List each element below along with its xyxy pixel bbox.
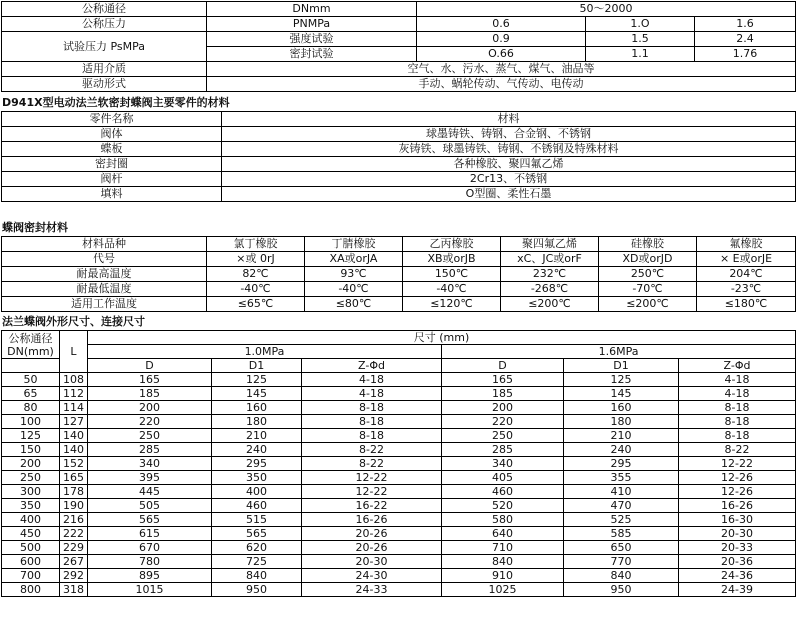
dimension-cell: 470 [564,499,679,513]
table-header-row [2,237,796,252]
dimension-cell: 165 [442,373,564,387]
dimension-cell: 240 [212,443,302,457]
label-strength-test: 强度试验 [207,32,417,47]
dimension-cell: 640 [442,527,564,541]
seal-cell: xC、JC或orF [501,252,599,267]
dimension-cell: 185 [442,387,564,401]
dimension-cell: 1015 [88,583,212,597]
table-row [2,157,796,172]
dn-cell: 600 [2,555,60,569]
dimension-cell: 210 [212,429,302,443]
dimension-cell: 20-26 [302,541,442,555]
dn-cell: 450 [2,527,60,541]
dimension-cell: 229 [60,541,88,555]
dimension-cell: 16-22 [302,499,442,513]
dimension-cell: 460 [212,499,302,513]
table-row [2,569,796,583]
dimension-cell: 670 [88,541,212,555]
dimension-cell: 12-26 [679,471,796,485]
seal-row-label: 耐最高温度 [2,267,207,282]
seal-cell: 204℃ [697,267,796,282]
table-row [2,429,796,443]
parts-material-table [1,111,796,202]
dn-cell: 65 [2,387,60,401]
dimension-cell: 710 [442,541,564,555]
label-seal-test: 密封试验 [207,47,417,62]
parts-material-title: D941X型电动法兰软密封蝶阀主要零件的材料 [2,96,230,109]
seal-value: O.66 [417,47,586,62]
label-nominal-pressure: 公称压力 [2,17,207,32]
table-row [2,127,796,142]
dimension-cell: 127 [60,415,88,429]
table-row [2,513,796,527]
dimension-cell: 350 [212,471,302,485]
seal-row-label: 材料品种 [2,237,207,252]
dimension-cell: 950 [212,583,302,597]
header-l: L [60,331,88,373]
header-sub: D [442,359,564,373]
dimension-cell: 20-26 [302,527,442,541]
dimension-cell: 725 [212,555,302,569]
dimension-cell: 340 [88,457,212,471]
dimension-cell: 20-30 [679,527,796,541]
dimension-cell: 8-18 [302,415,442,429]
dimension-cell: 112 [60,387,88,401]
seal-cell: ≤180℃ [697,297,796,312]
dimension-cell: 180 [212,415,302,429]
seal-cell: -40℃ [207,282,305,297]
dn-cell: 350 [2,499,60,513]
dimension-cell: 160 [564,401,679,415]
part-material: 2Cr13、不锈钢 [222,172,796,187]
seal-cell: 氯丁橡胶 [207,237,305,252]
dimension-cell: 12-22 [302,485,442,499]
part-name: 填料 [2,187,222,202]
dimension-cell: 250 [88,429,212,443]
dimension-cell: 8-18 [302,429,442,443]
seal-cell: ≤65℃ [207,297,305,312]
table-row [2,62,796,77]
seal-cell: 232℃ [501,267,599,282]
dimension-cell: 4-18 [679,373,796,387]
dimension-table [1,330,796,597]
dimension-cell: 24-36 [679,569,796,583]
dimension-cell: 292 [60,569,88,583]
table-row [2,297,796,312]
dimension-cell: 222 [60,527,88,541]
part-name: 密封圈 [2,157,222,172]
table-header-row [2,331,796,345]
dimension-cell: 295 [564,457,679,471]
table-row [2,541,796,555]
dimension-cell: 220 [442,415,564,429]
part-material: 灰铸铁、球墨铸铁、铸钢、不锈钢及特殊材料 [222,142,796,157]
table-row [2,387,796,401]
dimension-cell: 285 [88,443,212,457]
seal-cell: -268℃ [501,282,599,297]
unit-pn: PNMPa [207,17,417,32]
dimension-cell: 200 [442,401,564,415]
dimension-cell: 24-30 [302,569,442,583]
dimension-cell: 152 [60,457,88,471]
pressure-parameter-table [1,1,796,92]
dimension-cell: 145 [212,387,302,401]
table-row [2,443,796,457]
table-header-row [2,112,796,127]
dimension-cell: 950 [564,583,679,597]
table-row [2,77,796,92]
seal-cell: × E或orJE [697,252,796,267]
dimension-cell: 178 [60,485,88,499]
dimension-cell: 620 [212,541,302,555]
part-name: 蝶板 [2,142,222,157]
dimension-cell: 460 [442,485,564,499]
part-material: O型圈、柔性石墨 [222,187,796,202]
dimension-cell: 400 [212,485,302,499]
seal-cell: ≤200℃ [501,297,599,312]
dimension-cell: 4-18 [302,373,442,387]
dimension-cell: 267 [60,555,88,569]
dimension-cell: 160 [212,401,302,415]
header-pressure-1: 1.0MPa [88,345,442,359]
dimension-cell: 405 [442,471,564,485]
dimension-cell: 585 [564,527,679,541]
seal-cell: ≤120℃ [403,297,501,312]
dn-cell: 150 [2,443,60,457]
dn-cell: 200 [2,457,60,471]
dn-cell: 250 [2,471,60,485]
dimension-cell: 180 [564,415,679,429]
table-row [2,555,796,569]
dimension-cell: 12-26 [679,485,796,499]
part-material: 球墨铸铁、铸钢、合金钢、不锈钢 [222,127,796,142]
header-part-name: 零件名称 [2,112,222,127]
dimension-cell: 295 [212,457,302,471]
header-size: 尺寸 (mm) [88,331,796,345]
dimension-cell: 8-18 [679,401,796,415]
dimension-cell: 125 [212,373,302,387]
dimension-cell: 210 [564,429,679,443]
label-medium: 适用介质 [2,62,207,77]
seal-cell: 250℃ [599,267,697,282]
seal-material-table [1,236,796,312]
strength-value: 2.4 [695,32,796,47]
seal-cell: ≤200℃ [599,297,697,312]
header-pressure-2: 1.6MPa [442,345,796,359]
part-name: 阀体 [2,127,222,142]
seal-cell: XD或orJD [599,252,697,267]
label-test-pressure: 试验压力 PsMPa [2,32,207,62]
dimension-cell: 145 [564,387,679,401]
dimension-cell: 12-22 [679,457,796,471]
dimension-cell: 8-22 [679,443,796,457]
seal-value: 1.1 [586,47,695,62]
unit-dn: DNmm [207,2,417,17]
seal-row-label: 代号 [2,252,207,267]
header-sub: D1 [212,359,302,373]
header-sub: Z-Φd [679,359,796,373]
dimension-cell: 445 [88,485,212,499]
dimension-cell: 4-18 [302,387,442,401]
dimension-cell: 318 [60,583,88,597]
dimension-cell: 24-33 [302,583,442,597]
dn-cell: 50 [2,373,60,387]
table-header-row [2,345,796,359]
dimension-cell: 200 [88,401,212,415]
pn-value: 1.O [586,17,695,32]
header-nominal-diameter [2,331,60,359]
seal-cell: -40℃ [305,282,403,297]
seal-row-label: 耐最低温度 [2,282,207,297]
dn-cell: 800 [2,583,60,597]
seal-cell: XA或orJA [305,252,403,267]
header-sub: D1 [564,359,679,373]
dn-cell: 100 [2,415,60,429]
dimension-cell: 780 [88,555,212,569]
pn-value: 0.6 [417,17,586,32]
dimension-cell: 216 [60,513,88,527]
dimension-cell: 16-26 [302,513,442,527]
dimension-cell: 20-36 [679,555,796,569]
table-row [2,583,796,597]
dn-cell: 500 [2,541,60,555]
dimension-cell: 840 [564,569,679,583]
table-row [2,415,796,429]
dimension-title: 法兰蝶阀外形尺寸、连接尺寸 [2,315,145,328]
dimension-cell: 505 [88,499,212,513]
header-dn-line1: 公称通径 [8,331,53,345]
table-row [2,457,796,471]
table-subheader-row [2,359,796,373]
dn-cell: 80 [2,401,60,415]
table-row [2,282,796,297]
dimension-cell: 220 [88,415,212,429]
dimension-cell: 140 [60,429,88,443]
dimension-cell: 24-39 [679,583,796,597]
table-row [2,17,796,32]
dimension-cell: 8-18 [679,429,796,443]
table-row [2,142,796,157]
seal-cell: -40℃ [403,282,501,297]
dimension-cell: 8-22 [302,457,442,471]
part-name: 阀杆 [2,172,222,187]
table-row [2,172,796,187]
seal-cell: 硅橡胶 [599,237,697,252]
dimension-cell: 355 [564,471,679,485]
dn-cell: 125 [2,429,60,443]
strength-value: 0.9 [417,32,586,47]
dn-cell: 400 [2,513,60,527]
table-row [2,373,796,387]
table-row [2,32,796,47]
header-sub: Z-Φd [302,359,442,373]
seal-cell: XB或orJB [403,252,501,267]
seal-cell: 150℃ [403,267,501,282]
dimension-cell: 285 [442,443,564,457]
header-sub: D [88,359,212,373]
dimension-cell: 4-18 [679,387,796,401]
dimension-cell: 190 [60,499,88,513]
seal-cell: 乙丙橡胶 [403,237,501,252]
label-drive: 驱动形式 [2,77,207,92]
dimension-cell: 515 [212,513,302,527]
table-row [2,471,796,485]
dimension-cell: 840 [442,555,564,569]
dimension-cell: 525 [564,513,679,527]
dimension-cell: 770 [564,555,679,569]
dimension-cell: 410 [564,485,679,499]
dimension-cell: 165 [88,373,212,387]
dimension-cell: 20-33 [679,541,796,555]
header-dn-line2: DN(mm) [7,344,54,358]
seal-cell: ≤80℃ [305,297,403,312]
dimension-cell: 565 [88,513,212,527]
seal-cell: -70℃ [599,282,697,297]
value-drive: 手动、蜗轮传动、气传动、电传动 [207,77,796,92]
part-material: 各种橡胶、聚四氟乙烯 [222,157,796,172]
seal-value: 1.76 [695,47,796,62]
table-row [2,187,796,202]
table-row [2,401,796,415]
seal-material-title: 蝶阀密封材料 [2,221,68,234]
dimension-cell: 395 [88,471,212,485]
seal-cell: 93℃ [305,267,403,282]
dimension-cell: 340 [442,457,564,471]
dimension-cell: 910 [442,569,564,583]
table-row [2,2,796,17]
dimension-cell: 114 [60,401,88,415]
dimension-cell: 565 [212,527,302,541]
dimension-cell: 140 [60,443,88,457]
dimension-cell: 650 [564,541,679,555]
header-material: 材料 [222,112,796,127]
table-row [2,499,796,513]
dn-cell: 700 [2,569,60,583]
dimension-cell: 840 [212,569,302,583]
seal-cell: 82℃ [207,267,305,282]
table-row [2,267,796,282]
dn-cell: 300 [2,485,60,499]
dimension-cell: 1025 [442,583,564,597]
dimension-cell: 8-22 [302,443,442,457]
dimension-cell: 16-26 [679,499,796,513]
dimension-cell: 185 [88,387,212,401]
value-dn-range: 50～2000 [417,2,796,17]
dimension-cell: 895 [88,569,212,583]
dimension-cell: 520 [442,499,564,513]
seal-cell: 聚四氟乙烯 [501,237,599,252]
dimension-cell: 250 [442,429,564,443]
table-row [2,252,796,267]
table-row [2,527,796,541]
dimension-cell: 16-30 [679,513,796,527]
dimension-cell: 108 [60,373,88,387]
value-medium: 空气、水、污水、蒸气、煤气、油品等 [207,62,796,77]
label-nominal-diameter: 公称通径 [2,2,207,17]
seal-cell: -23℃ [697,282,796,297]
seal-cell: 丁腈橡胶 [305,237,403,252]
dimension-cell: 580 [442,513,564,527]
header-blank [2,359,60,373]
dimension-cell: 20-30 [302,555,442,569]
strength-value: 1.5 [586,32,695,47]
seal-cell: ×或 0rJ [207,252,305,267]
table-row [2,485,796,499]
dimension-cell: 615 [88,527,212,541]
pn-value: 1.6 [695,17,796,32]
seal-cell: 氟橡胶 [697,237,796,252]
dimension-cell: 8-18 [302,401,442,415]
dimension-cell: 12-22 [302,471,442,485]
dimension-cell: 240 [564,443,679,457]
dimension-cell: 165 [60,471,88,485]
dimension-cell: 125 [564,373,679,387]
seal-row-label: 适用工作温度 [2,297,207,312]
dimension-cell: 8-18 [679,415,796,429]
